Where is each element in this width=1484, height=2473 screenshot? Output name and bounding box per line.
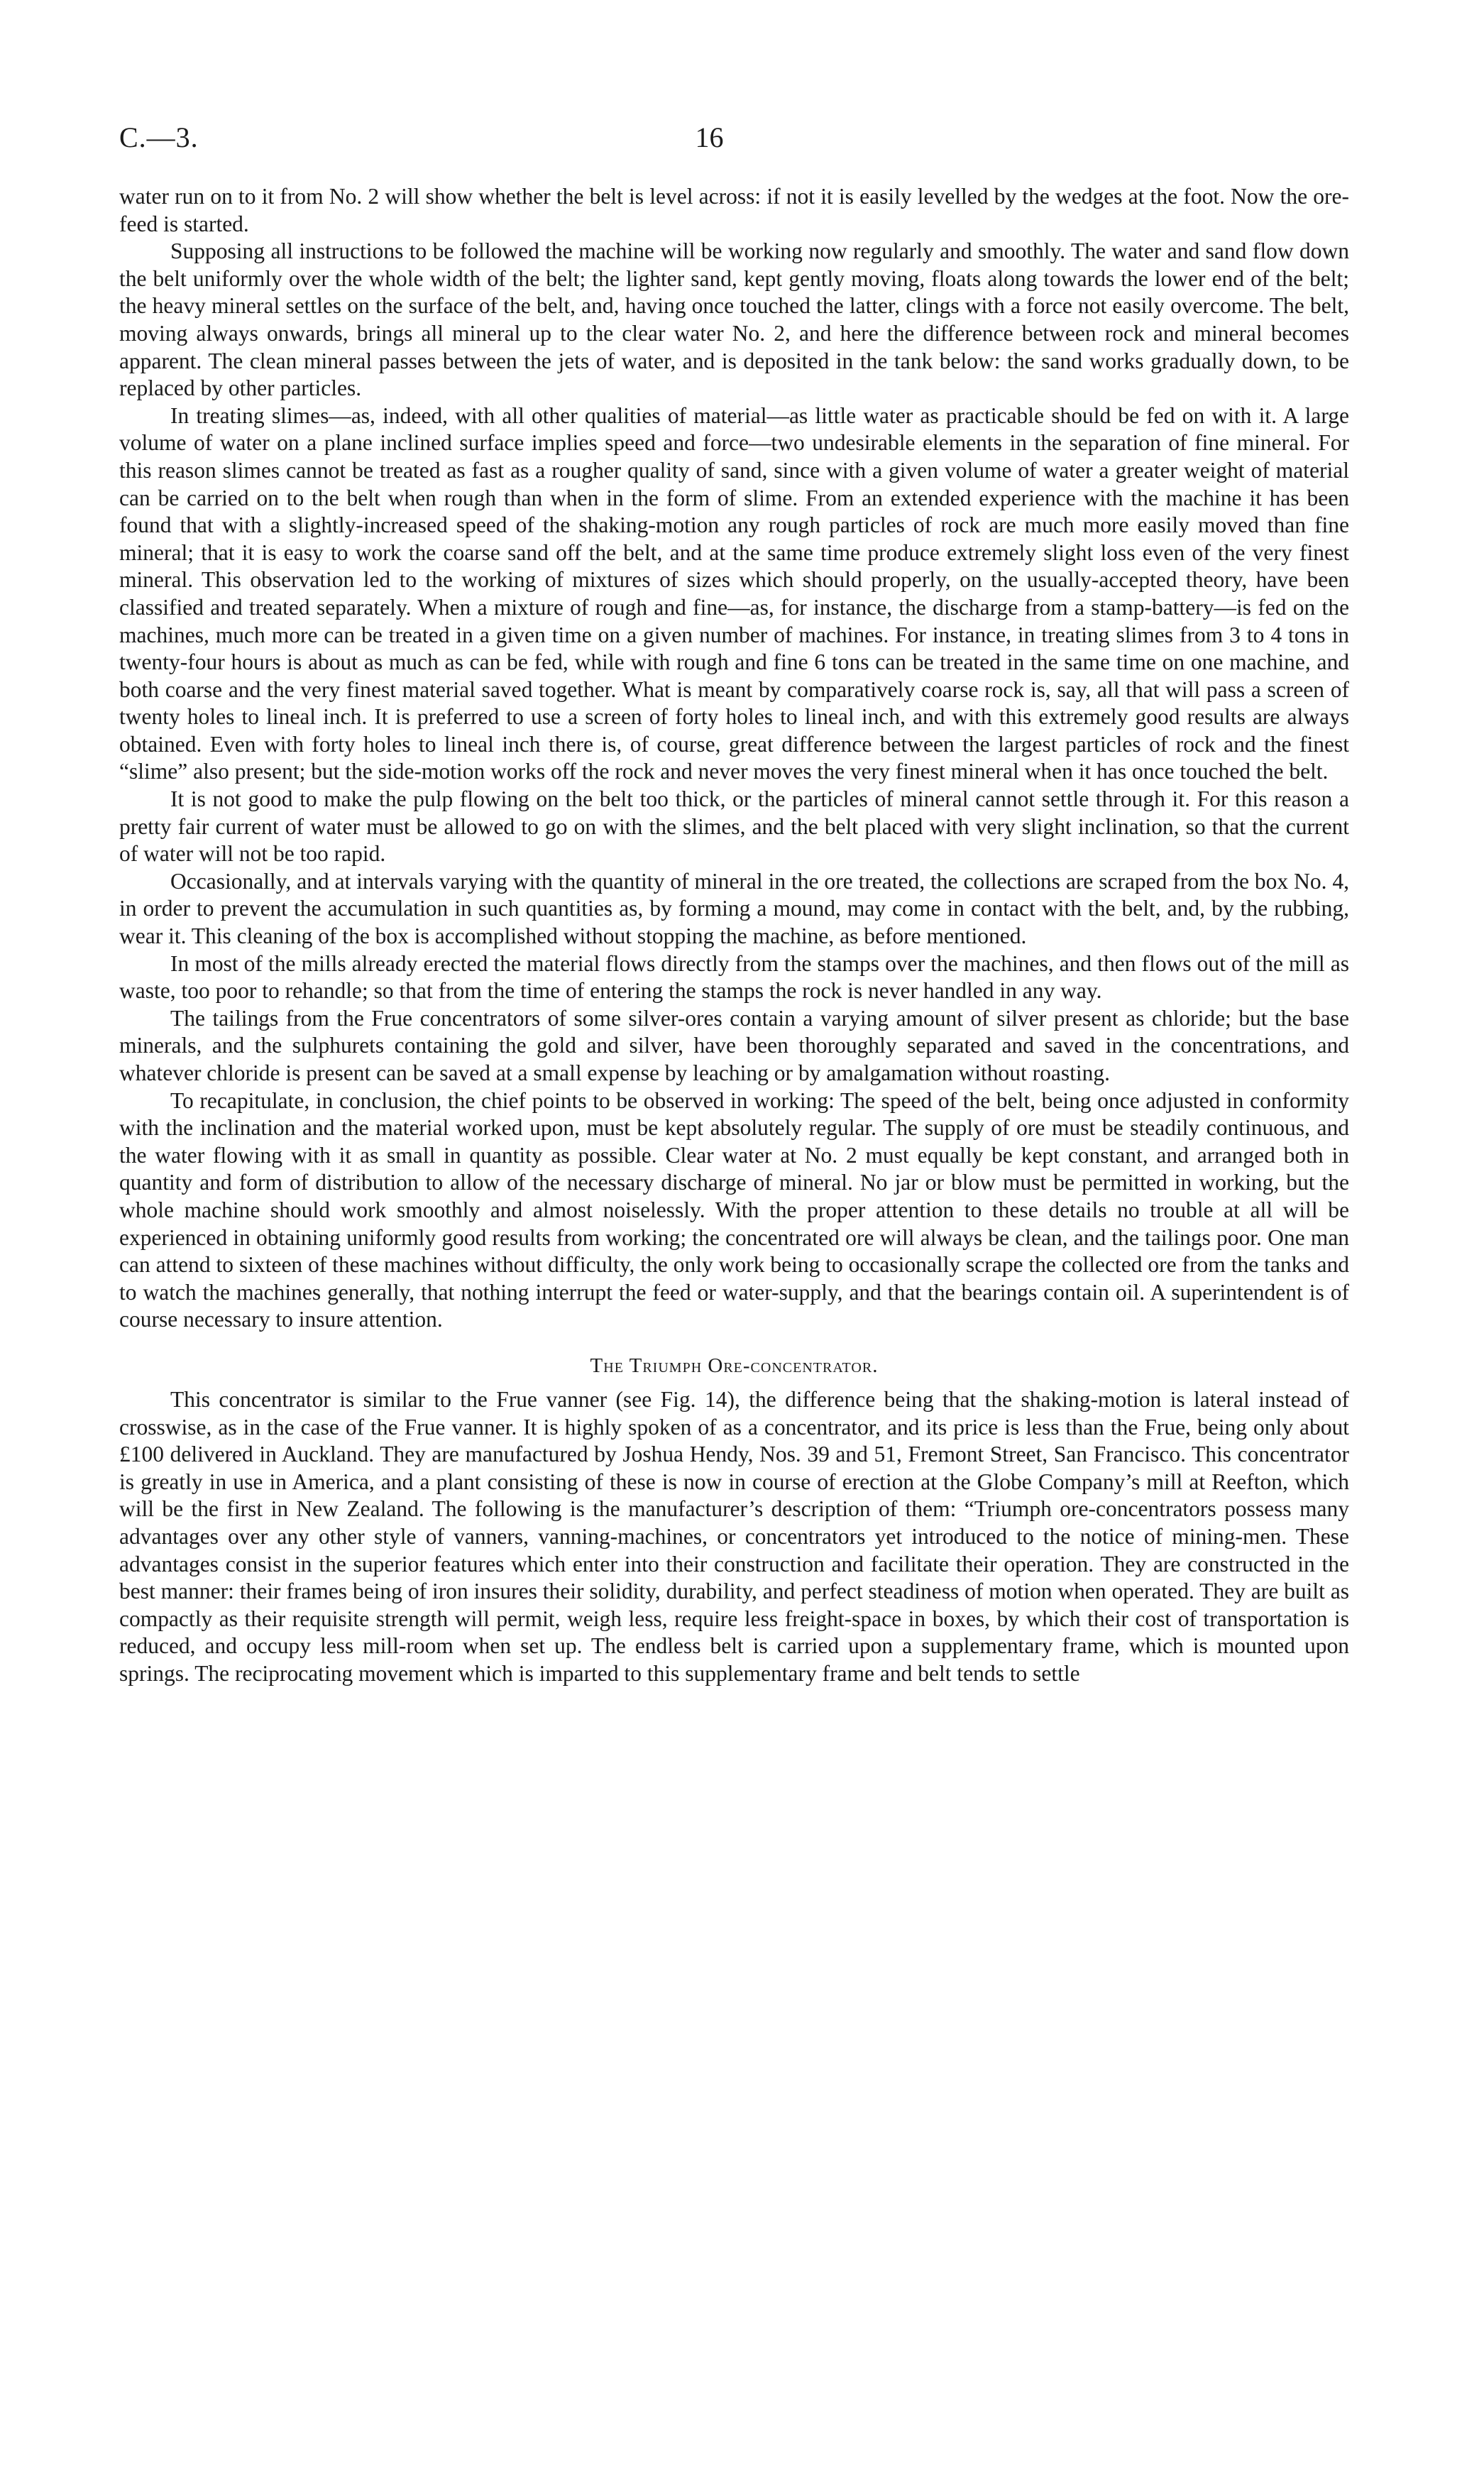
page-header [119, 121, 1349, 165]
paragraph: In most of the mills already erected the material flows directly from the stamps over the machines, and then flows out of the mill as waste, too poor to rehandle; so that from the time of entering the stamps the rock is never handled in any way. [119, 950, 1349, 1004]
section-heading: The Triumph Ore-concentrator. [590, 1354, 879, 1377]
paragraph: To recapitulate, in conclusion, the chief points to be observed in working: The speed of the belt, being once adjusted in conformity with the inclination and the material worked upon, must be kept absolutely regular. The supply of ore must be steadily continuous, and the water flowing with it as small in quantity as possible. Clear water at No. 2 must equally be kept constant, and arranged both in quantity and form of distribution to allow of the necessary discharge of mineral. No jar or blow must be permitted in working, but the whole machine should work smoothly and almost noiselessly. With the proper attention to these details no trouble at all will be experienced in obtaining uniformly good results from working; the concentrated ore will always be clean, and the tailings poor. One man can attend to sixteen of these machines without difficulty, the only work being to occasionally scrape the collected ore from the tanks and to watch the machines generally, that nothing interrupt the feed or water-supply, and that the bearings contain oil. A superintendent is of course necessary to insure attention. [119, 1087, 1349, 1332]
paragraph: The tailings from the Frue concentrators of some silver-ores contain a varying amount of silver present as chloride; but the base minerals, and the sulphurets containing the gold and silver, have been thoroughly separated and saved in the concentrations, and whatever chloride is present can be saved at a small expense by leaching or by amalgamation without roasting. [119, 1005, 1349, 1085]
paragraph: In treating slimes—as, indeed, with all other qualities of material—as little water as practicable should be fed on with it. A large volume of water on a plane inclined surface implies speed and force—two undesirable elements in the separation of fine mineral. For this reason slimes cannot be treated as fast as a rougher quality of sand, since with a given volume of water a greater weight of material can be carried on to the belt when rough than when in the form of slime. From an extended experience with the machine it has been found that with a slightly-increased speed of the shaking-motion any rough particles of rock are much more easily moved than fine mineral; that it is easy to work the coarse sand off the belt, and at the same time produce extremely slight loss even of the very finest mineral. This observation led to the working of mixtures of sizes which should properly, on the usually-accepted theory, have been classified and treated separately. When a mixture of rough and fine—as, for instance, the discharge from a stamp-battery—is fed on the machines, much more can be treated in a given time on a given number of machines. For instance, in treating slimes from 3 to 4 tons in twenty-four hours is about as much as can be fed, while with rough and fine 6 tons can be treated in the same time on one machine, and both coarse and the very finest material saved together. What is meant by comparatively coarse rock is, say, all that will pass a screen of twenty holes to lineal inch. It is preferred to use a screen of forty holes to lineal inch, and with this extremely good results are always obtained. Even with forty holes to lineal inch there is, of course, great difference between the largest particles of rock and the finest “slime” also present; but the side-motion works off the rock and never moves the very finest mineral when it has once touched the belt. [119, 402, 1349, 784]
paragraph: Occasionally, and at intervals varying with the quantity of mineral in the ore treated, the collections are scraped from the box No. 4, in order to prevent the accumulation in such quantities as, by forming a mound, may come in contact with the belt, and, by the rubbing, wear it. This cleaning of the box is accomplished without stopping the machine, as before mentioned. [119, 868, 1349, 949]
paragraph: This concentrator is similar to the Frue vanner (see Fig. 14), the difference being that the shaking-motion is lateral instead of crosswise, as in the case of the Frue vanner. It is highly spoken of as a concentrator, and its price is less than the Frue, being only about £100 delivered in Auckland. They are manufactured by Joshua Hendy, Nos. 39 and 51, Fremont Street, San Francisco. This concentrator is greatly in use in America, and a plant consisting of these is now in course of erection at the Globe Company’s mill at Reefton, which will be the first in New Zealand. The following is the manufacturer’s description of them: “Triumph ore-concentrators possess many advantages over any other style of vanners, vanning-machines, or concentrators yet introduced to the notice of mining-men. These advantages consist in the superior features which enter into their construction and facilitate their operation. They are constructed in the best manner: their frames being of iron insures their solidity, durability, and perfect steadiness of motion when operated. They are built as compactly as their requisite strength will permit, weigh less, require less freight-space in boxes, by which their cost of transportation is reduced, and occupy less mill-room when set up. The endless belt is carried upon a supplementary frame, which is mounted upon springs. The reciprocating movement which is imparted to this supplementary frame and belt tends to settle [119, 1386, 1349, 1686]
paragraph: water run on to it from No. 2 will show whether the belt is level across: if not it is easily levelled by the wedges at the foot. Now the ore-feed is started. [119, 184, 1349, 236]
page-number: 16 [695, 121, 724, 153]
body-text [119, 183, 1349, 1687]
document-reference: C.—3. [119, 121, 199, 153]
paragraph: Supposing all instructions to be followed the machine will be working now regularly and smoothly. The water and sand flow down the belt uniformly over the whole width of the belt; the lighter sand, kept gently moving, floats along towards the lower end of the belt; the heavy mineral settles on the surface of the belt, and, having once touched the latter, clings with a force not easily overcome. The belt, moving always onwards, brings all mineral up to the clear water No. 2, and here the difference between rock and mineral becomes apparent. The clean mineral passes between the jets of water, and is deposited in the tank below: the sand works gradually down, to be replaced by other particles. [119, 238, 1349, 401]
paragraph: It is not good to make the pulp flowing on the belt too thick, or the particles of mineral cannot settle through it. For this reason a pretty fair current of water must be allowed to go on with the slimes, and the belt placed with very slight inclination, so that the current of water will not be too rapid. [119, 786, 1349, 867]
